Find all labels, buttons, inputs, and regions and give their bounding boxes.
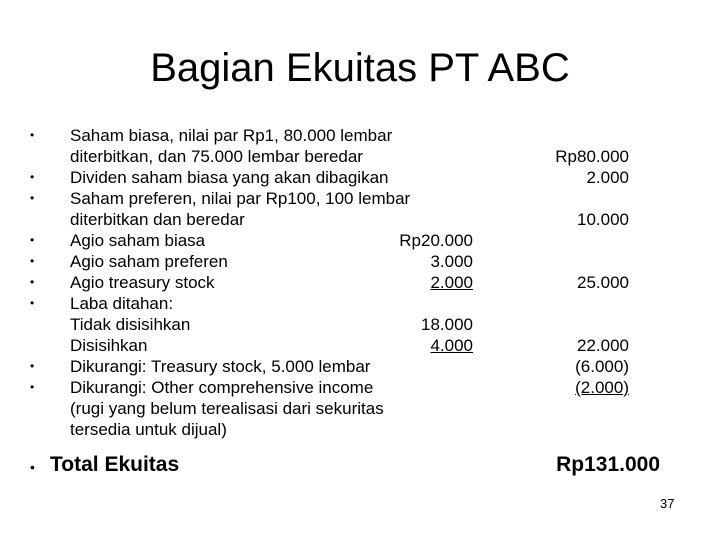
line-other-comprehensive-cont2: tersedia untuk dijual)	[70, 420, 227, 439]
bullet-marker: •	[30, 359, 35, 373]
amount-agio-saham-biasa: Rp20.000	[399, 231, 473, 250]
total-label: Total Ekuitas	[50, 453, 180, 476]
bullet-marker: •	[30, 170, 35, 184]
line-other-comprehensive-cont: (rugi yang belum terealisasi dari sekuritas	[70, 399, 384, 418]
bullet-marker: •	[30, 296, 35, 310]
line-agio-saham-biasa: Agio saham biasa	[70, 231, 206, 250]
line-saham-preferen-cont: diterbitkan dan beredar	[70, 210, 245, 229]
amount-disisihkan: 4.000	[430, 336, 473, 355]
slide-title: Bagian Ekuitas PT ABC	[150, 46, 570, 90]
line-saham-biasa: Saham biasa, nilai par Rp1, 80.000 lembar	[70, 126, 393, 145]
line-tidak-disisihkan: Tidak disisihkan	[70, 315, 191, 334]
bullet-marker: •	[30, 254, 35, 268]
bullet-marker: •	[30, 459, 35, 475]
page-number: 37	[660, 496, 675, 511]
amount-treasury-stock: (6.000)	[575, 357, 629, 376]
line-saham-biasa-cont: diterbitkan, dan 75.000 lembar beredar	[70, 147, 363, 166]
line-agio-saham-preferen: Agio saham preferen	[70, 252, 228, 271]
line-other-comprehensive: Dikurangi: Other comprehensive income	[70, 378, 374, 397]
bullet-marker: •	[30, 275, 35, 289]
total-amount: Rp131.000	[556, 453, 660, 476]
line-dividen-saham: Dividen saham biasa yang akan dibagikan	[70, 168, 389, 187]
bullet-marker: •	[30, 128, 35, 142]
bullet-marker: •	[30, 233, 35, 247]
line-laba-ditahan: Laba ditahan:	[70, 294, 174, 313]
amount-agio-total: 25.000	[577, 273, 629, 292]
amount-saham-preferen: 10.000	[577, 210, 629, 229]
line-agio-treasury-stock: Agio treasury stock	[70, 273, 215, 292]
bullet-marker: •	[30, 191, 35, 205]
amount-saham-biasa: Rp80.000	[555, 147, 629, 166]
amount-agio-treasury-stock: 2.000	[430, 273, 473, 292]
line-treasury-stock: Dikurangi: Treasury stock, 5.000 lembar	[70, 357, 371, 376]
amount-tidak-disisihkan: 18.000	[421, 315, 473, 334]
amount-other-comprehensive: (2.000)	[575, 378, 629, 397]
amount-agio-saham-preferen: 3.000	[430, 252, 473, 271]
amount-dividen-saham: 2.000	[586, 168, 629, 187]
bullet-marker: •	[30, 380, 35, 394]
amount-laba-ditahan-total: 22.000	[577, 336, 629, 355]
line-saham-preferen: Saham preferen, nilai par Rp100, 100 lembar	[70, 189, 411, 208]
line-disisihkan: Disisihkan	[70, 336, 148, 355]
